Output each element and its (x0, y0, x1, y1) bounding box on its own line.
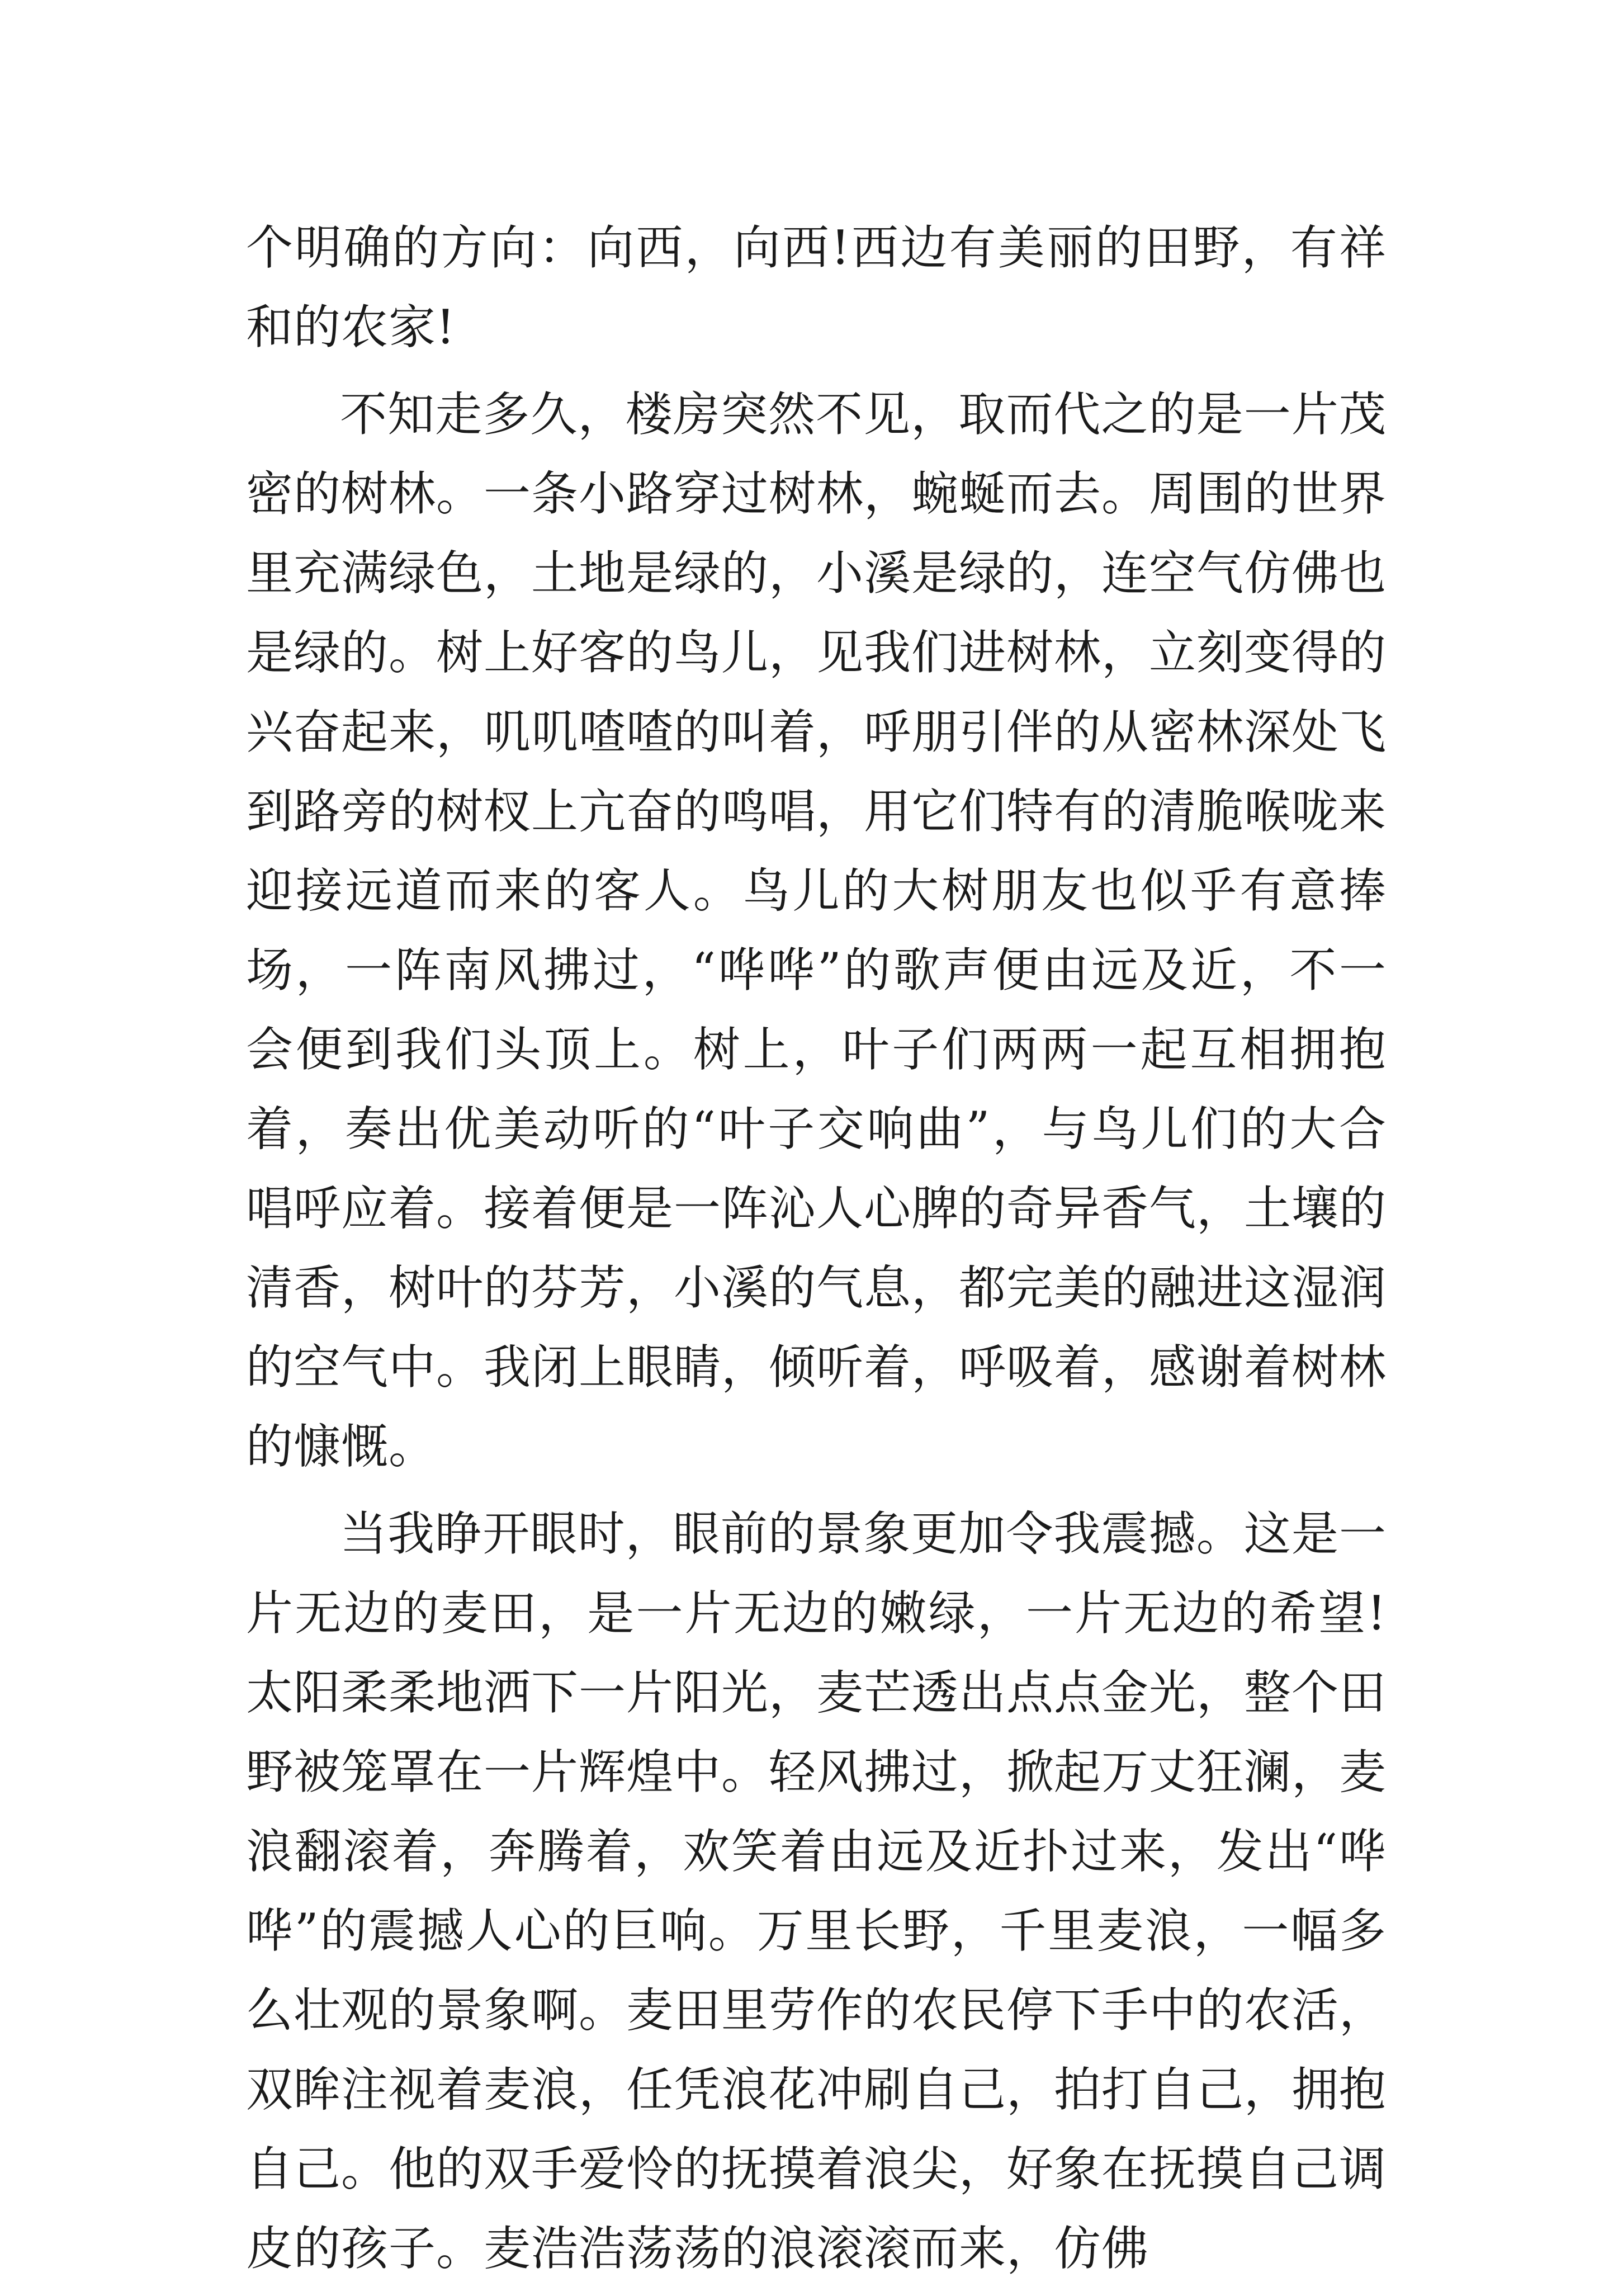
paragraph-3: 当我睁开眼时，眼前的景象更加令我震撼。这是一片无边的麦田，是一片无边的嫩绿，一片无边的希望!太阳柔柔地洒下一片阳光，麦芒透出点点金光，整个田野被笼罩在一片辉煌中。轻风拂过，掀起万丈狂澜，麦浪翻滚着，奔腾着，欢笑着由远及近扑过来，发出“哗哗”的震撼人心的巨响。万里长野，千里麦浪，一幅多么壮观的景象啊。麦田里劳作的农民停下手中的农活，双眸注视着麦浪，任凭浪花冲刷自己，拍打自己，拥抱自己。他的双手爱怜的抚摸着浪尖，好象在抚摸自己调皮的孩子。麦浩浩荡荡的浪滚滚而来，仿佛 (246, 1506, 1387, 2276)
document-body (246, 208, 1387, 2296)
paragraph-1: 个明确的方向：向西，向西!西边有美丽的田野，有祥和的农家! (246, 220, 1387, 355)
paragraph-2: 不知走多久，楼房突然不见，取而代之的是一片茂密的树林。一条小路穿过树林，蜿蜒而去。周围的世界里充满绿色，土地是绿的，小溪是绿的，连空气仿佛也是绿的。树上好客的鸟儿，见我们进树林，立刻变得的兴奋起来，叽叽喳喳的叫着，呼朋引伴的从密林深处飞到路旁的树杈上亢奋的鸣唱，用它们特有的清脆喉咙来迎接远道而来的客人。鸟儿的大树朋友也似乎有意捧场，一阵南风拂过，“哗哗”的歌声便由远及近，不一会便到我们头顶上。树上，叶子们两两一起互相拥抱着，奏出优美动听的“叶子交响曲”，与鸟儿们的大合唱呼应着。接着便是一阵沁人心脾的奇异香气，土壤的清香，树叶的芬芳，小溪的气息，都完美的融进这湿润的空气中。我闭上眼睛，倾听着，呼吸着，感谢着树林的慷慨。 (246, 387, 1387, 1474)
